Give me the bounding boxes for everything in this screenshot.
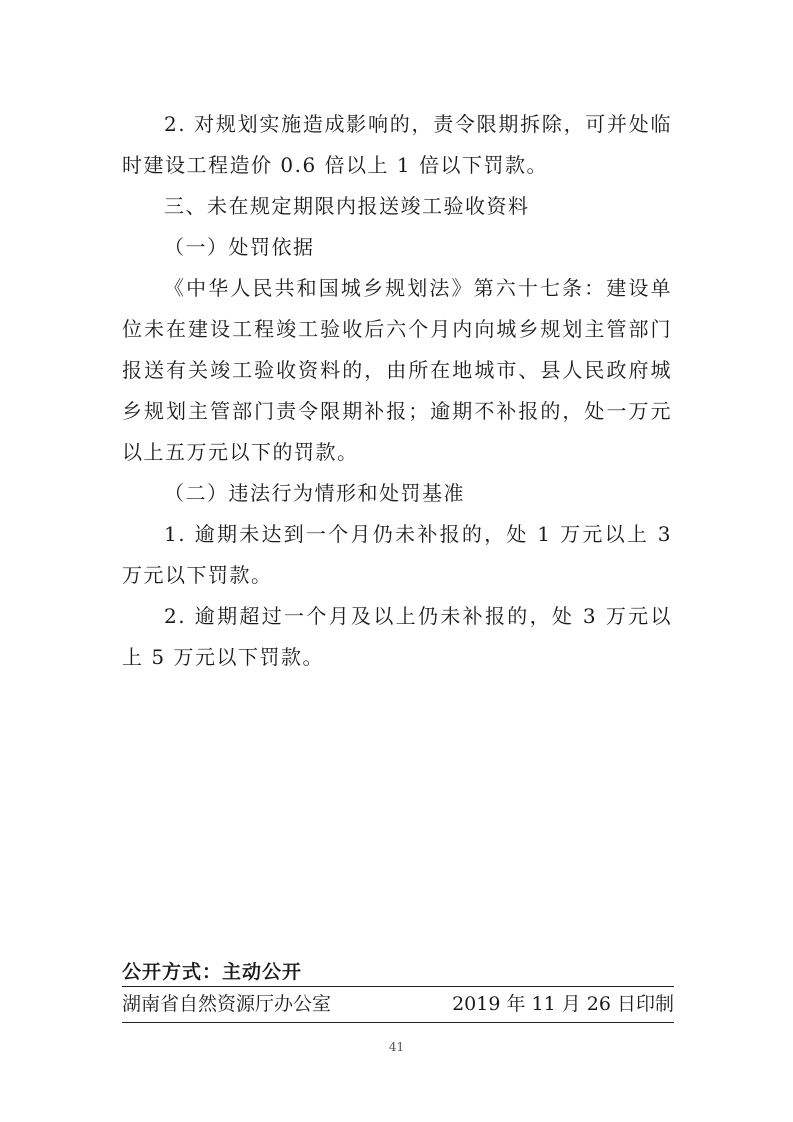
footer-top-rule <box>122 986 674 987</box>
subsection-heading-standards: （二）违法行为情形和处罚基准 <box>164 481 465 505</box>
publicity-method: 公开方式：主动公开 <box>122 961 303 983</box>
clause-item-2-over-month: 2. 逾期超过一个月及以上仍未补报的，处 3 万元以上 5 万元以下罚款。 <box>122 604 672 669</box>
section-heading-3: 三、未在规定期限内报送竣工验收资料 <box>164 194 530 218</box>
law-citation-article-67: 《中华人民共和国城乡规划法》第六十七条：建设单位未在建设工程竣工验收后六个月内向城乡规划主管部门报送有关竣工验收资料的，由所在地城市、县人民政府城乡规划主管部门责令限期补报；逾期不补报的，处一万元以上五万元以下的罚款。 <box>122 276 672 464</box>
footer-issuer-row <box>122 992 674 1016</box>
clause-item-1-under-month: 1. 逾期未达到一个月仍未补报的，处 1 万元以上 3 万元以下罚款。 <box>122 522 672 587</box>
issuer-office: 湖南省自然资源厅办公室 <box>122 993 332 1015</box>
clause-item-2-temporary: 2. 对规划实施造成影响的，责令限期拆除，可并处临时建设工程造价 0.6 倍以上 1 倍以下罚款。 <box>122 112 672 177</box>
print-date: 2019 年 11 月 26 日印制 <box>452 993 674 1015</box>
footer-bottom-rule <box>122 1022 674 1023</box>
subsection-heading-basis: （一）处罚依据 <box>164 235 315 259</box>
page-number: 41 <box>388 1040 405 1054</box>
